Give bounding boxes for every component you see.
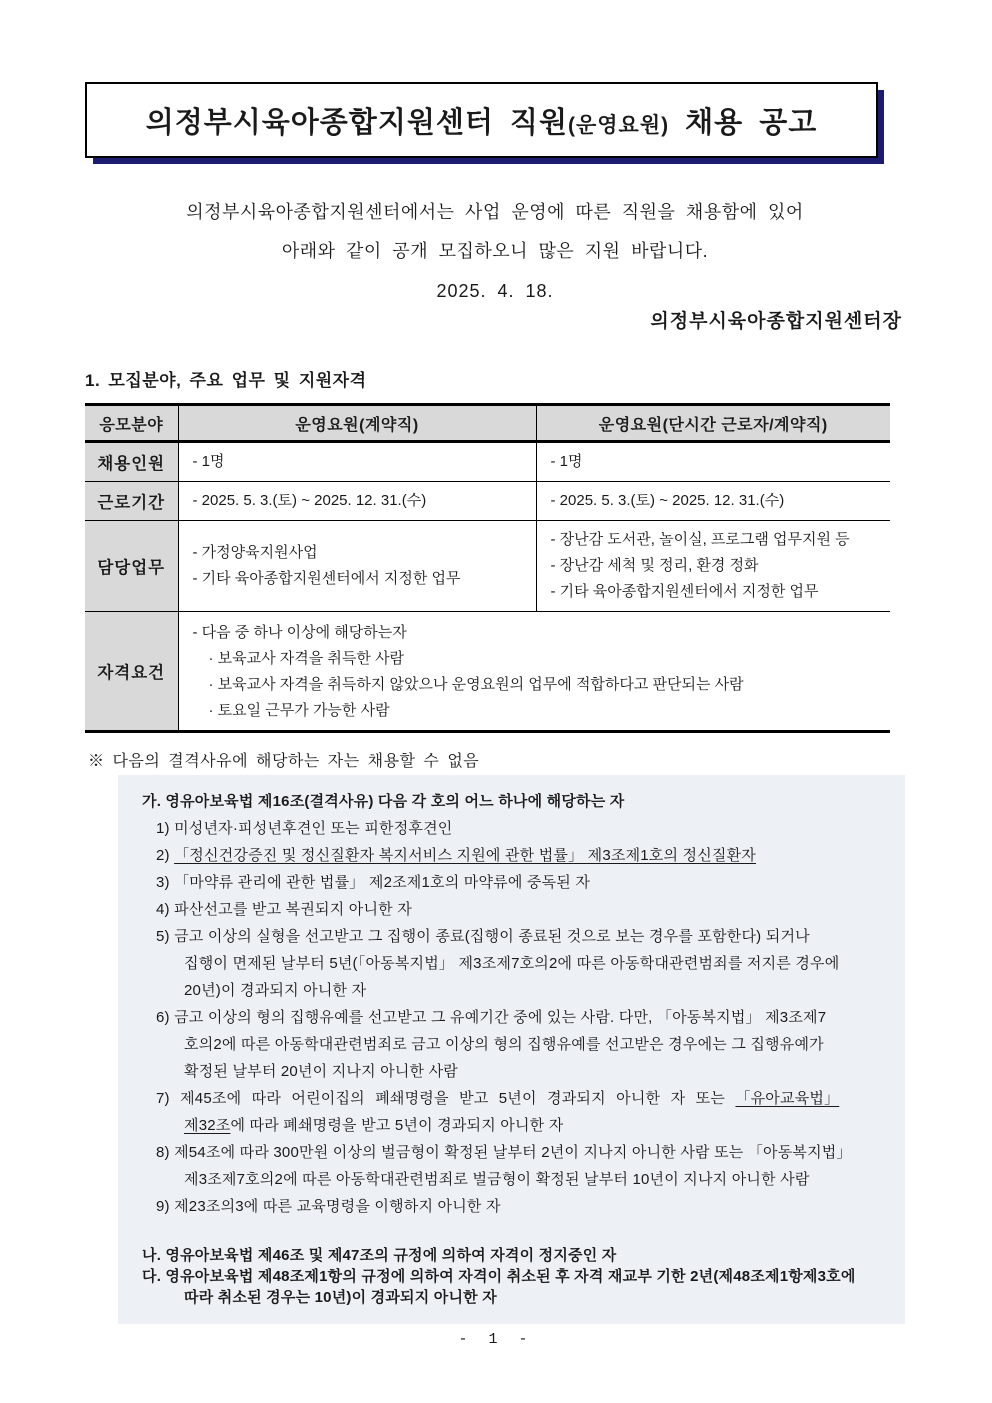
disqualification-line <box>118 869 899 896</box>
title-suffix: 채용 공고 <box>669 106 818 139</box>
header-cell-category: 응모분야 <box>85 405 178 442</box>
text-segment: 호의2에 따른 아동학대관련범죄로 금고 이상의 형의 집행유예를 선고받은 경우에는 그 집행유예가 <box>184 1036 824 1053</box>
text-segment: 제3조제7호의2에 따른 아동학대관련범죄로 벌금형이 확정된 날부터 10년이 지나지 아니한 사람 <box>184 1171 810 1188</box>
cell-line: - 기타 육아종합지원센터에서 지정한 업무 <box>550 583 819 600</box>
disqualification-lines <box>118 788 899 1308</box>
title-main: 의정부시육아종합지원센터 직원 <box>145 106 568 139</box>
text-segment: 8) 제54조에 따라 300만원 이상의 벌금형이 확정된 날부터 2년이 지나지 아니한 사람 또는 「아동복지법」 <box>156 1144 852 1161</box>
text-segment: 나. 영유아보육법 제46조 및 제47조의 규정에 의하여 자격이 정지중인 자 <box>142 1247 617 1264</box>
cell-line: - 기타 육아종합지원센터에서 지정한 업무 <box>192 570 461 587</box>
text-segment: 따라 취소된 경우는 10년)이 경과되지 아니한 자 <box>184 1289 497 1306</box>
disqualification-line <box>118 1112 899 1139</box>
text-segment: 7) 제45조에 따라 어린이집의 폐쇄명령을 받고 5년이 경과되지 아니한 자 또는 <box>156 1090 736 1107</box>
text-segment: 집행이 면제된 날부터 5년(「아동복지법」 제3조제7호의2에 따른 아동학대관련범죄를 저지른 경우에 <box>184 955 840 972</box>
underlined-text: 제32조 <box>184 1117 231 1134</box>
text-segment: 다. 영유아보육법 제48조제1항의 규정에 의하여 자격이 취소된 후 자격 재교부 기한 2년(제48조제1항제3호에 <box>142 1268 856 1285</box>
intro-line-2: 아래와 같이 공개 모집하오니 많은 지원 바랍니다. <box>281 241 709 261</box>
cell-line: · 보육교사 자격을 취득한 사람 <box>208 650 405 667</box>
row-label: 담당업무 <box>85 521 178 612</box>
cell-line: - 가정양육지원사업 <box>192 544 318 561</box>
disqualification-line <box>118 1266 899 1287</box>
cell-line: - 장난감 도서관, 놀이실, 프로그램 업무지원 등 <box>550 531 850 548</box>
disqualification-line <box>118 842 899 869</box>
text-segment: 에 따라 폐쇄명령을 받고 5년이 경과되지 아니한 자 <box>230 1117 564 1134</box>
text-segment: 9) 제23조의3에 따른 교육명령을 이행하지 아니한 자 <box>156 1198 501 1215</box>
disqualification-line <box>118 1287 899 1308</box>
page-title <box>146 100 818 141</box>
cell-line: - 장난감 세척 및 정리, 환경 정화 <box>550 557 759 574</box>
header-cell-contract: 운영요원(계약직) <box>178 405 536 442</box>
title-box <box>85 82 878 158</box>
disqualification-line <box>118 1058 899 1085</box>
disqualification-line <box>118 1193 899 1220</box>
disqualification-line <box>118 923 899 950</box>
disqualification-line <box>118 1085 899 1112</box>
page-number: - 1 - <box>458 1331 534 1348</box>
disqualification-line <box>118 977 899 1004</box>
disqualification-line <box>118 1031 899 1058</box>
text-segment: 5) 금고 이상의 실형을 선고받고 그 집행이 종료(집행이 종료된 것으로 보는 경우를 포함한다) 되거나 <box>156 928 810 945</box>
cell-line: - 1명 <box>550 453 583 470</box>
disqualification-box <box>118 775 905 1324</box>
disqualification-line <box>118 950 899 977</box>
row-label: 채용인원 <box>85 442 178 482</box>
underlined-text: 「유아교육법」 <box>735 1090 840 1107</box>
text-segment: 확정된 날부터 20년이 지나지 아니한 사람 <box>184 1063 458 1080</box>
text-segment: 20년)이 경과되지 아니한 자 <box>184 982 367 999</box>
table-row <box>85 482 890 521</box>
disqualification-line <box>118 896 899 923</box>
cell-line: · 보육교사 자격을 취득하지 않았으나 운영요원의 업무에 적합하다고 판단되는 사람 <box>208 676 744 693</box>
cell-line: · 토요일 근무가 가능한 사람 <box>208 702 390 719</box>
table-header-row <box>85 405 890 442</box>
row-label: 근로기간 <box>85 482 178 521</box>
cell-line: - 2025. 5. 3.(토) ~ 2025. 12. 31.(수) <box>192 492 427 509</box>
table-row <box>85 442 890 482</box>
disqualification-line <box>118 1245 899 1266</box>
cell-line: - 2025. 5. 3.(토) ~ 2025. 12. 31.(수) <box>550 492 785 509</box>
cell-line: - 1명 <box>192 453 225 470</box>
intro-paragraph <box>85 193 905 311</box>
disqualification-line <box>118 788 899 815</box>
text-segment: 가. 영유아보육법 제16조(결격사유) 다음 각 호의 어느 하나에 해당하는 자 <box>142 793 625 810</box>
disqualification-line <box>118 1139 899 1166</box>
text-segment: 3) 「마약류 관리에 관한 법률」 제2조제1호의 마약류에 중독된 자 <box>156 874 591 891</box>
row-label: 자격요건 <box>85 612 178 732</box>
section-1-heading: 1. 모집분야, 주요 업무 및 지원자격 <box>85 371 367 390</box>
intro-line-1: 의정부시육아종합지원센터에서는 사업 운영에 따른 직원을 채용함에 있어 <box>186 202 804 222</box>
text-segment: 2) <box>156 847 175 864</box>
cell-line: - 다음 중 하나 이상에 해당하는자 <box>192 624 407 641</box>
underlined-text: 「정신건강증진 및 정신질환자 복지서비스 지원에 관한 법률」 제3조제1호의 정신질환자 <box>174 847 756 864</box>
text-segment: 4) 파산선고를 받고 복권되지 아니한 자 <box>156 901 412 918</box>
text-segment: 6) 금고 이상의 형의 집행유예를 선고받고 그 유예기간 중에 있는 사람. 다만, 「아동복지법」 제3조제7 <box>156 1009 827 1026</box>
disqualification-line <box>118 1166 899 1193</box>
table-row <box>85 612 890 732</box>
header-cell-parttime: 운영요원(단시간 근로자/계약직) <box>536 405 890 442</box>
recruitment-table <box>85 403 890 733</box>
table-row <box>85 521 890 612</box>
disqualification-line <box>118 1004 899 1031</box>
text-segment: 1) 미성년자·피성년후견인 또는 피한정후견인 <box>156 820 453 837</box>
signer-name: 의정부시육아종합지원센터장 <box>650 311 902 332</box>
title-paren: (운영요원) <box>567 113 670 137</box>
disqualification-line <box>118 815 899 842</box>
disqualification-note: ※ 다음의 결격사유에 해당하는 자는 채용할 수 없음 <box>88 753 480 770</box>
announcement-date: 2025. 4. 18. <box>436 281 554 301</box>
